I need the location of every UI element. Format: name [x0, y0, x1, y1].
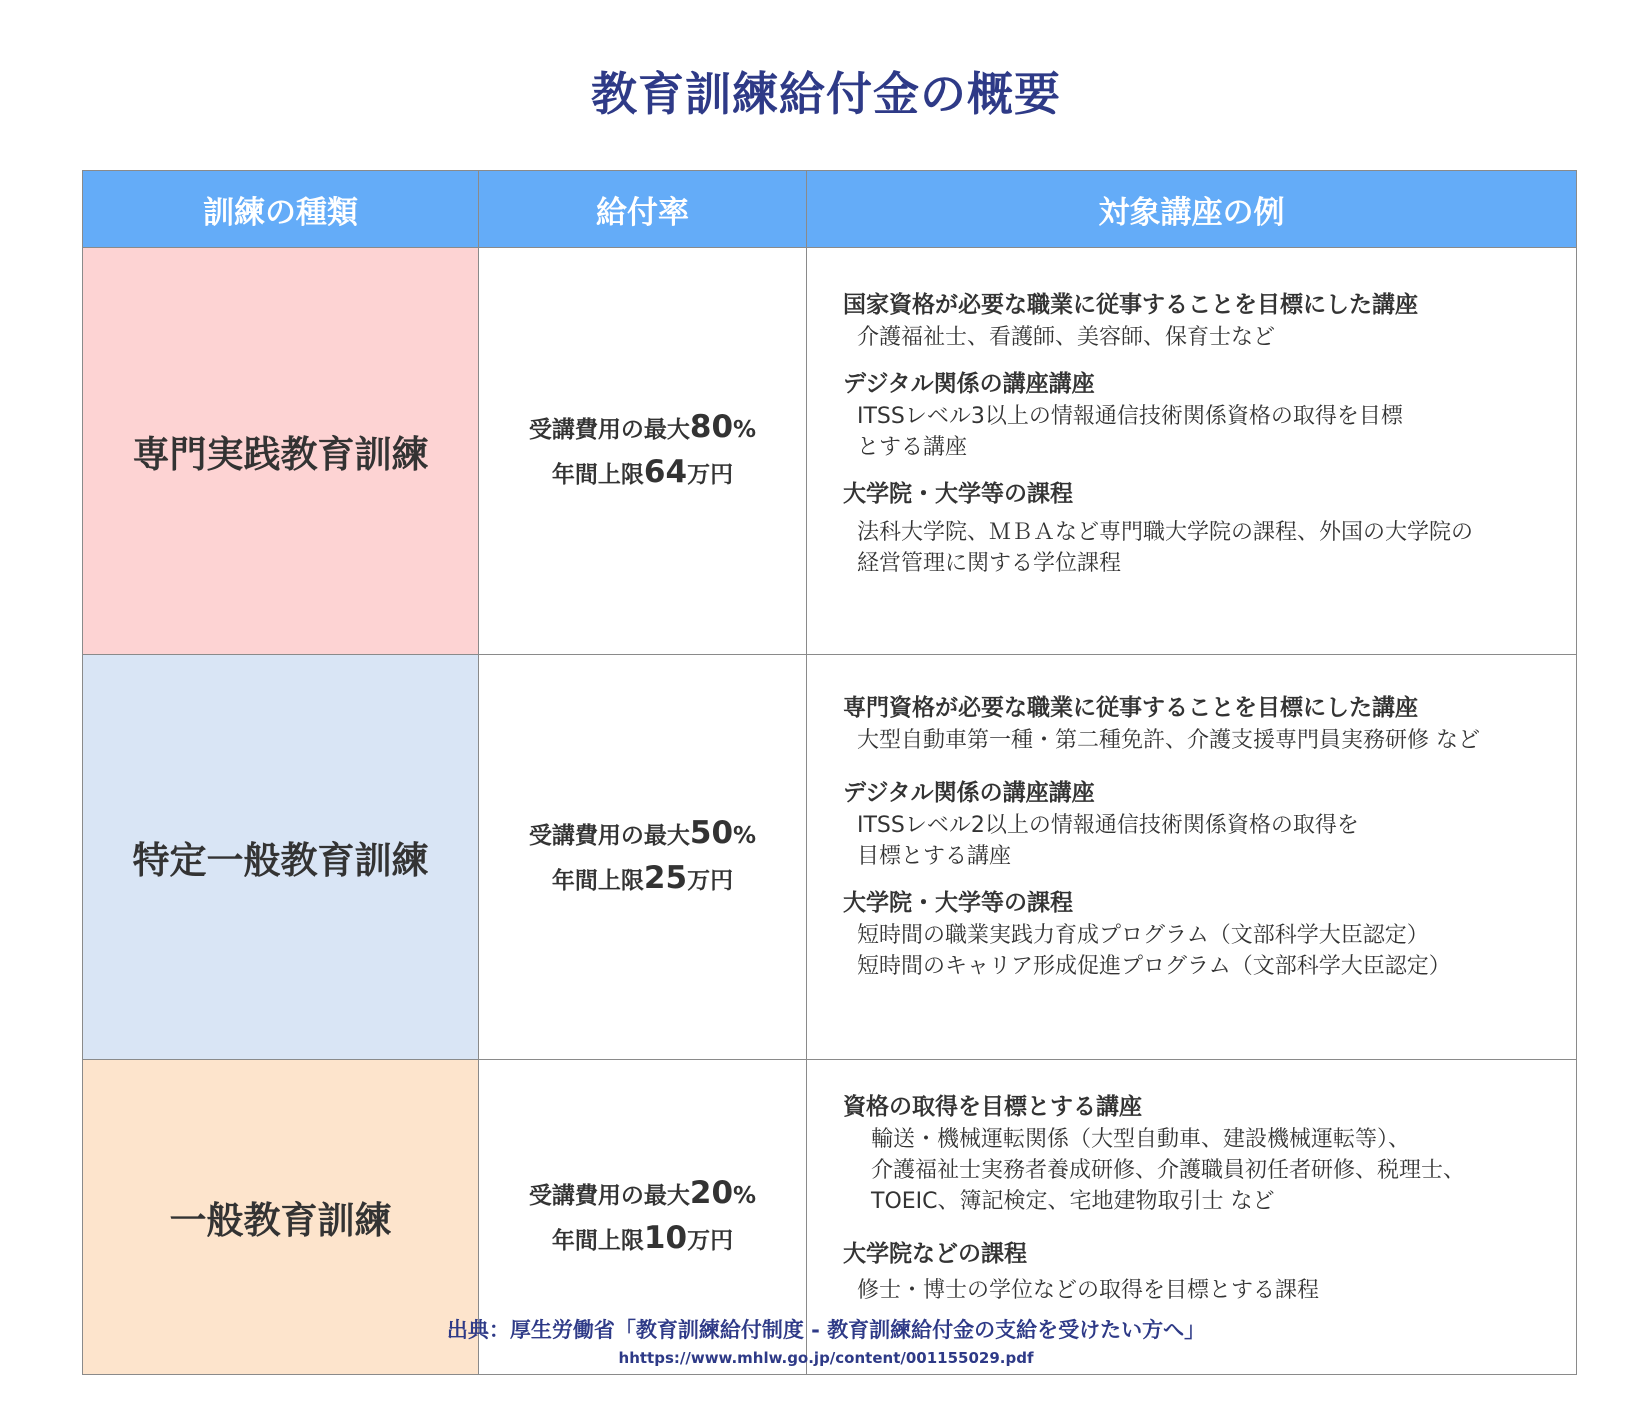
limit-line — [479, 1217, 806, 1262]
course-line: 法科大学院、ＭＢＡなど専門職大学院の課程、外国の大学院の — [857, 520, 1474, 545]
course-line: TOEIC、簿記検定、宅地建物取引士 など — [871, 1189, 1275, 1214]
course-line: 経営管理に関する学位課程 — [857, 551, 1122, 576]
benefit-rate-cell — [479, 248, 807, 655]
table-row — [83, 655, 1577, 1060]
rate-value: 20 — [689, 1175, 734, 1211]
rate-value: 50 — [689, 815, 734, 851]
course-heading: 国家資格が必要な職業に従事することを目標にした講座 — [843, 292, 1418, 318]
limit-prefix: 年間上限 — [551, 868, 644, 894]
limit-line — [479, 451, 806, 496]
limit-prefix: 年間上限 — [551, 1228, 644, 1254]
rate-line — [479, 406, 806, 451]
course-heading: 資格の取得を目標とする講座 — [843, 1094, 1142, 1120]
course-block — [843, 367, 1562, 463]
rate-prefix: 受講費用の最大 — [528, 1183, 690, 1209]
course-line: 短時間の職業実践力育成プログラム（文部科学大臣認定） — [857, 923, 1429, 948]
benefit-rate-cell — [479, 655, 807, 1060]
limit-value: 10 — [643, 1220, 688, 1256]
course-heading: 大学院・大学等の課程 — [843, 890, 1073, 916]
limit-unit: 万円 — [687, 868, 734, 894]
source-citation: 出典：厚生労働省「教育訓練給付制度 - 教育訓練給付金の支給を受けたい方へ」 — [446, 1318, 1206, 1342]
course-line: とする講座 — [857, 435, 968, 460]
course-examples-cell — [807, 655, 1577, 1060]
rate-line — [479, 1172, 806, 1217]
course-heading: デジタル関係の講座講座 — [843, 371, 1095, 397]
benefit-table — [82, 170, 1577, 1375]
training-type-cell: 特定一般教育訓練 — [83, 655, 479, 1060]
training-type-cell: 専門実践教育訓練 — [83, 248, 479, 655]
header-benefit-rate: 給付率 — [479, 171, 807, 248]
course-line: 輸送・機械運転関係（大型自動車、建設機械運転等）、 — [871, 1127, 1411, 1152]
course-block — [843, 1237, 1562, 1306]
training-type-cell: 一般教育訓練 — [83, 1060, 479, 1375]
limit-prefix: 年間上限 — [551, 462, 644, 488]
limit-unit: 万円 — [687, 462, 734, 488]
course-line: 短時間のキャリア形成促進プログラム（文部科学大臣認定） — [857, 954, 1451, 979]
course-heading: 大学院などの課程 — [843, 1241, 1027, 1267]
course-line: 目標とする講座 — [857, 844, 1012, 869]
course-block — [843, 691, 1562, 756]
course-line: 介護福祉士、看護師、美容師、保育士など — [857, 325, 1276, 350]
course-heading: デジタル関係の講座講座 — [843, 780, 1095, 806]
course-line: ITSSレベル3以上の情報通信技術関係資格の取得を目標 — [857, 404, 1403, 429]
limit-line — [479, 857, 806, 902]
course-heading: 大学院・大学等の課程 — [843, 481, 1073, 507]
course-line: 介護福祉士実務者養成研修、介護職員初任者研修、税理士、 — [871, 1158, 1466, 1183]
rate-unit: % — [733, 1183, 757, 1209]
course-line: 修士・博士の学位などの取得を目標とする課程 — [857, 1278, 1320, 1303]
header-training-type: 訓練の種類 — [83, 171, 479, 248]
limit-unit: 万円 — [687, 1228, 734, 1254]
rate-line — [479, 812, 806, 857]
course-block — [843, 886, 1562, 982]
source-url: hhttps://www.mhlw.go.jp/content/001155029.pdf — [618, 1349, 1034, 1367]
page-title: 教育訓練給付金の概要 — [591, 67, 1061, 121]
table-row — [83, 248, 1577, 655]
course-block — [843, 776, 1562, 872]
rate-unit: % — [733, 823, 757, 849]
course-heading: 専門資格が必要な職業に従事することを目標にした講座 — [843, 695, 1418, 721]
course-block — [843, 288, 1562, 353]
course-block — [843, 477, 1562, 579]
rate-prefix: 受講費用の最大 — [528, 823, 690, 849]
limit-value: 64 — [643, 454, 688, 490]
rate-prefix: 受講費用の最大 — [528, 417, 690, 443]
table-header-row — [83, 171, 1577, 248]
course-line: 大型自動車第一種・第二種免許、介護支援専門員実務研修 など — [857, 728, 1480, 753]
header-course-examples: 対象講座の例 — [807, 171, 1577, 248]
rate-value: 80 — [689, 409, 734, 445]
course-line: ITSSレベル2以上の情報通信技術関係資格の取得を — [857, 813, 1359, 838]
course-examples-cell — [807, 248, 1577, 655]
course-block — [843, 1090, 1562, 1217]
limit-value: 25 — [643, 860, 688, 896]
rate-unit: % — [733, 417, 757, 443]
